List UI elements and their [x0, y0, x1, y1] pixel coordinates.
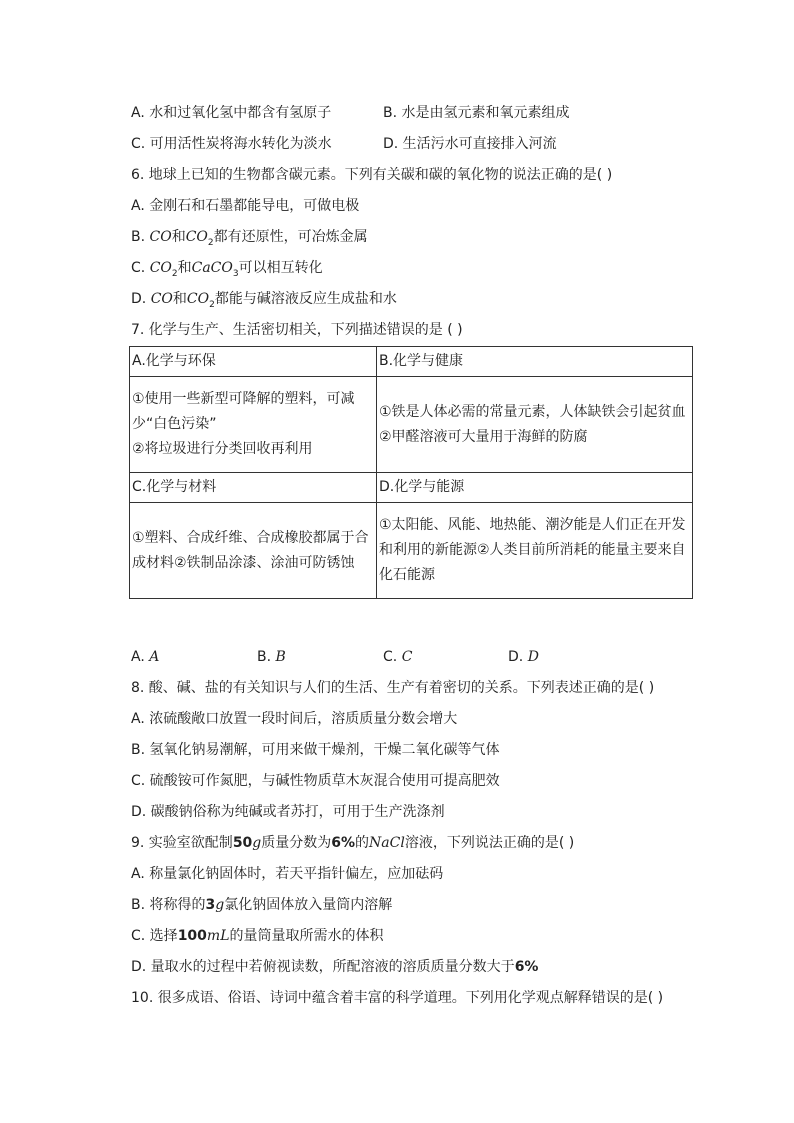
q8-option-a: A. 浓硫酸敞口放置一段时间后，溶质质量分数会增大 [131, 711, 458, 727]
cell-d-head: D.化学与能源 [377, 473, 693, 503]
q9-d-percent: 6% [514, 959, 539, 975]
q7-c-letter: C [401, 649, 413, 665]
q7-option-d [508, 647, 539, 667]
cell-b-head: B.化学与健康 [377, 347, 693, 377]
table-row [130, 473, 693, 503]
table-row [130, 347, 693, 377]
q9-stem [131, 833, 574, 853]
q6-b-text: 都有还原性，可冶炼金属 [213, 229, 368, 245]
q7-b-letter: B [275, 649, 286, 665]
cell-d-body: ①太阳能、风能、地热能、潮汐能是人们正在开发和利用的新能源②人类目前所消耗的能量主要来自化石能源 [377, 503, 693, 599]
q9-b-value: 3 [205, 897, 216, 913]
q9-c-pre: C. 选择 [131, 928, 178, 944]
cell-c-body: ①塑料、合成纤维、合成橡胶都属于合成材料②铁制品涂漆、涂油可防锈蚀 [130, 503, 377, 599]
q7-option-b [257, 647, 286, 667]
q4-option-c: C. 可用活性炭将海水转化为淡水 [131, 136, 332, 152]
formula-co2: CO [185, 229, 208, 245]
q9-c-value: 100 [177, 928, 207, 944]
q6-c-prefix: C. [131, 260, 150, 276]
q9-b-unit: g [215, 897, 225, 913]
cell-b-line-2: ②甲醛溶液可大量用于海鲜的防腐 [379, 428, 588, 445]
q6-d-and: 和 [172, 291, 187, 307]
q6-option-d [131, 289, 397, 315]
q8-option-d: D. 碳酸钠俗称为纯碱或者苏打，可用于生产洗涤剂 [131, 804, 445, 820]
q8-option-c: C. 硫酸铵可作氮肥，与碱性物质草木灰混合使用可提高肥效 [131, 773, 500, 789]
q9-mass-value: 50 [232, 835, 253, 851]
formula-co: CO [149, 229, 172, 245]
q6-stem: 6. 地球上已知的生物都含碳元素。下列有关碳和碳的氧化物的说法正确的是( ) [131, 167, 613, 183]
cell-c-head: C.化学与材料 [130, 473, 377, 503]
q7-stem: 7. 化学与生产、生活密切相关，下列描述错误的是 ( ) [131, 322, 463, 338]
q6-option-b [131, 227, 368, 253]
q6-b-prefix: B. [131, 229, 150, 245]
q8-stem: 8. 酸、碱、盐的有关知识与人们的生活、生产有着密切的关系。下列表述正确的是( ) [131, 680, 655, 696]
formula-co: CO [150, 291, 173, 307]
table-row [130, 377, 693, 473]
q7-a-prefix: A. [131, 649, 150, 665]
cell-b-line-1: ①铁是人体必需的常量元素，人体缺铁会引起贫血 [379, 403, 686, 420]
subscript-2: 2 [207, 237, 214, 248]
q9-stem-of: 的 [355, 835, 370, 851]
q9-c-unit: mL [206, 928, 230, 944]
cell-a-line-2: ②将垃圾进行分类回收再利用 [132, 441, 313, 457]
q8-option-b: B. 氢氧化钠易潮解，可用来做干燥剂，干燥二氧化碳等气体 [131, 742, 500, 758]
q9-b-post: 氯化钠固体放入量筒内溶解 [224, 897, 393, 913]
q9-stem-mid: 质量分数为 [261, 835, 332, 851]
q7-c-prefix: C. [383, 649, 402, 665]
subscript-2: 2 [209, 299, 215, 310]
q7-a-letter: A [149, 649, 160, 665]
q4-option-b: B. 水是由氢元素和氧元素组成 [383, 105, 570, 121]
formula-co2: CO [149, 260, 172, 276]
subscript-3: 3 [232, 268, 239, 279]
formula-co2: CO [186, 291, 210, 307]
q6-option-a: A. 金刚石和石墨都能导电，可做电极 [131, 198, 360, 214]
q6-c-and: 和 [177, 260, 192, 276]
table-row [130, 503, 693, 599]
q9-option-d [131, 957, 538, 977]
formula-caco3: CaCO [191, 260, 233, 276]
q9-option-b [131, 895, 392, 915]
q7-d-prefix: D. [508, 649, 528, 665]
q7-b-prefix: B. [257, 649, 276, 665]
q4-option-d: D. 生活污水可直接排入河流 [383, 136, 557, 152]
q9-option-a: A. 称量氯化钠固体时，若天平指针偏左，应加砝码 [131, 866, 444, 882]
q9-mass-unit: g [252, 835, 262, 851]
q10-stem: 10. 很多成语、俗语、诗词中蕴含着丰富的科学道理。下列用化学观点解释错误的是( ) [131, 990, 664, 1006]
cell-a-head: A.化学与环保 [130, 347, 377, 377]
q6-d-prefix: D. [131, 291, 151, 307]
q6-option-c [131, 258, 323, 284]
cell-a-body [130, 377, 377, 473]
q6-c-text: 可以相互转化 [238, 260, 323, 276]
q7-d-letter: D [527, 649, 539, 665]
q7-table [129, 346, 693, 599]
q9-d-pre: D. 量取水的过程中若俯视读数，所配溶液的溶质质量分数大于 [131, 959, 515, 975]
q6-d-text: 都能与碱溶液反应生成盐和水 [214, 291, 397, 307]
q9-stem-post: 溶液，下列说法正确的是( ) [404, 835, 575, 851]
subscript-2: 2 [171, 268, 178, 279]
q6-b-and: 和 [171, 229, 186, 245]
q7-option-c [383, 647, 412, 667]
cell-a-line-1: ①使用一些新型可降解的塑料，可减少“白色污染” [132, 391, 355, 432]
q9-option-c [131, 926, 384, 946]
q4-option-a: A. 水和过氧化氢中都含有氢原子 [131, 105, 332, 121]
formula-nacl: NaCl [369, 835, 405, 851]
cell-b-body [377, 377, 693, 473]
q9-b-pre: B. 将称得的 [131, 897, 206, 913]
q9-c-post: 的量筒量取所需水的体积 [229, 928, 384, 944]
q9-stem-pre: 9. 实验室欲配制 [131, 835, 233, 851]
q7-option-a [131, 647, 159, 667]
q9-percent: 6% [331, 835, 356, 851]
